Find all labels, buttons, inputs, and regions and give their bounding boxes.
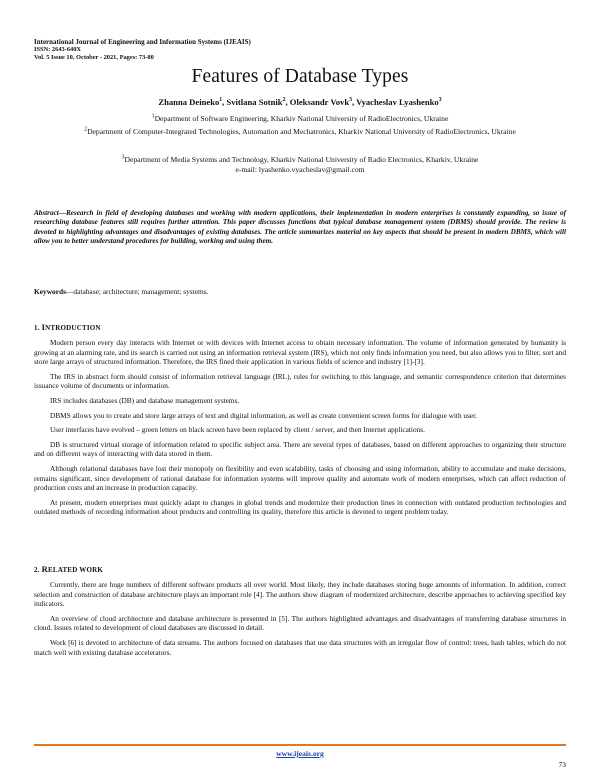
- section-heading-related-work: [34, 564, 103, 574]
- section-title-rest: ELATED WORK: [48, 566, 104, 574]
- affiliation-2: [60, 127, 540, 137]
- journal-header: [34, 38, 251, 63]
- section-initial: R: [41, 564, 49, 574]
- author-list: [0, 97, 600, 107]
- section-heading-introduction: [34, 322, 101, 332]
- section-title-rest: NTRODUCTION: [45, 324, 101, 332]
- abstract: [34, 209, 566, 247]
- affiliation-text: Department of Media Systems and Technology, Kharkiv National University of Radio Electronics, Kharkiv, Ukraine: [124, 155, 479, 164]
- affiliation-1: [60, 114, 540, 124]
- section-number: 1.: [34, 324, 42, 332]
- author-name: , Svitlana Sotnik: [222, 97, 283, 107]
- paragraph: An overview of cloud architecture and database architecture is presented in [5]. The authors highlighted advantages and disadvantages of transferring database structures in cloud. Issues related to development of cloud databases are discussed in detail.: [34, 613, 566, 633]
- author-affiliation-mark: 3: [438, 97, 442, 104]
- paragraph: Currently, there are huge numbers of different software products all over world. Most likely, they include databases storing huge amounts of information. In addition, correct selection and construction of database architecture plays an important role [4]. The authors show diagram of modernized architecture, describe approaches to achieving specified key indicators.: [34, 580, 566, 609]
- paper-title: Features of Database Types: [191, 66, 409, 87]
- contact-email[interactable]: e-mail: lyashenko.vyacheslav@gmail.com: [235, 164, 365, 174]
- section-initial: I: [41, 322, 46, 332]
- footer-rule: [34, 744, 566, 746]
- journal-name: International Journal of Engineering and Information Systems (IJEAIS): [34, 38, 251, 46]
- affiliation-text: Department of Software Engineering, Kharkiv National University of RadioElectronics, Ukraine: [154, 114, 449, 123]
- related-work-body: [34, 580, 566, 662]
- footer-link[interactable]: www.ijeais.org: [276, 749, 324, 758]
- issn: ISSN: 2643-640X: [34, 46, 82, 54]
- paragraph: User interfaces have evolved – green letters on black screen have been replaced by client / server, and then Internet applications.: [50, 425, 425, 435]
- section-number: 2.: [34, 566, 42, 574]
- paragraph: IRS includes databases (DB) and database management systems.: [50, 395, 240, 405]
- abstract-text: Research in field of developing databases and working with modern applications, their implementation in modern enterprises is constantly expanding, so issue of researching database features still requires further attention. This paper discusses functions that typical database management system (DBMS) should provide. The review is devoted to highlighting advantages and disadvantages of existing databases. The article summarizes material on key aspects that should be present in modern DBMS, which will allow you to better understand procedures for building, working and using them.: [34, 209, 566, 246]
- author-name: Zhanna Deineko: [158, 97, 220, 107]
- paragraph: The IRS in abstract form should consist of information retrieval language (IRL), rules for switching to this language, and semantic correspondence criterion that determines issuance volume of documents or information.: [34, 371, 566, 391]
- keywords: [34, 287, 566, 296]
- affiliation-mark: 2: [84, 126, 88, 133]
- author-name: , Vyacheslav Lyashenko: [352, 97, 439, 107]
- affiliation-3: [60, 155, 540, 174]
- paragraph: DB is structured virtual storage of information related to specific subject area. There are several types of databases, based on different approaches to organizing their structure and on different ways of interacting with data stored in them.: [34, 439, 566, 459]
- keywords-text: —database; architecture; management; systems.: [66, 287, 209, 296]
- affiliation-text: Department of Computer-Integrated Technologies, Automation and Mechatronics, Kharkiv National University of RadioElectronics, Ukraine: [87, 127, 516, 136]
- keywords-label: Keywords: [34, 287, 67, 296]
- abstract-label: Abstract—: [34, 209, 66, 217]
- introduction-body: [34, 338, 566, 522]
- author-affiliation-mark: 2: [282, 97, 286, 104]
- paragraph: Work [6] is devoted to architecture of data streams. The authors focused on databases that use data structures with an irregular flow of control: trees, hash tables, which do not match well with existing database accelerators.: [34, 637, 566, 657]
- affiliation-mark: 3: [121, 154, 125, 161]
- volume-info: Vol. 5 Issue 10, October - 2021, Pages: 73-80: [34, 54, 154, 62]
- paragraph: DBMS allows you to create and store large arrays of text and digital information, as well as create convenient screen forms for dialogue with user.: [50, 410, 478, 420]
- paragraph: At present, modern enterprises must quickly adapt to changes in global trends and modernize their production lines in connection with outdated production technologies and outdated methods of recording information about products and controlling its quality, therefore this article is devoted to urgent problem today.: [34, 497, 566, 517]
- paragraph: Modern person every day interacts with Internet or with devices with Internet access to obtain necessary information. The volume of information generated by humanity is growing at an alarming rate, and its search is carried out using an information retrieval system (IRS), which not only finds information you need, but also allows you to filter, sort and store large arrays of structured information. Therefore, the IRS fined their application in various fields of science and industry [1]-[3].: [34, 338, 566, 367]
- paragraph: Although relational databases have lost their monopoly on flexibility and even scalability, tasks of choosing and using information, ability to accumulate and make decisions, remains significant, since development of rational database for information systems will improve quality and automate work of modern enterprises, which can affect reduction of production costs and an increase in production capacity.: [34, 463, 566, 493]
- affiliation-mark: 1: [151, 113, 155, 120]
- author-name: , Oleksandr Vovk: [285, 97, 350, 107]
- author-affiliation-mark: 3: [349, 97, 353, 104]
- author-affiliation-mark: 1: [219, 97, 223, 104]
- page-number: 73: [558, 760, 566, 769]
